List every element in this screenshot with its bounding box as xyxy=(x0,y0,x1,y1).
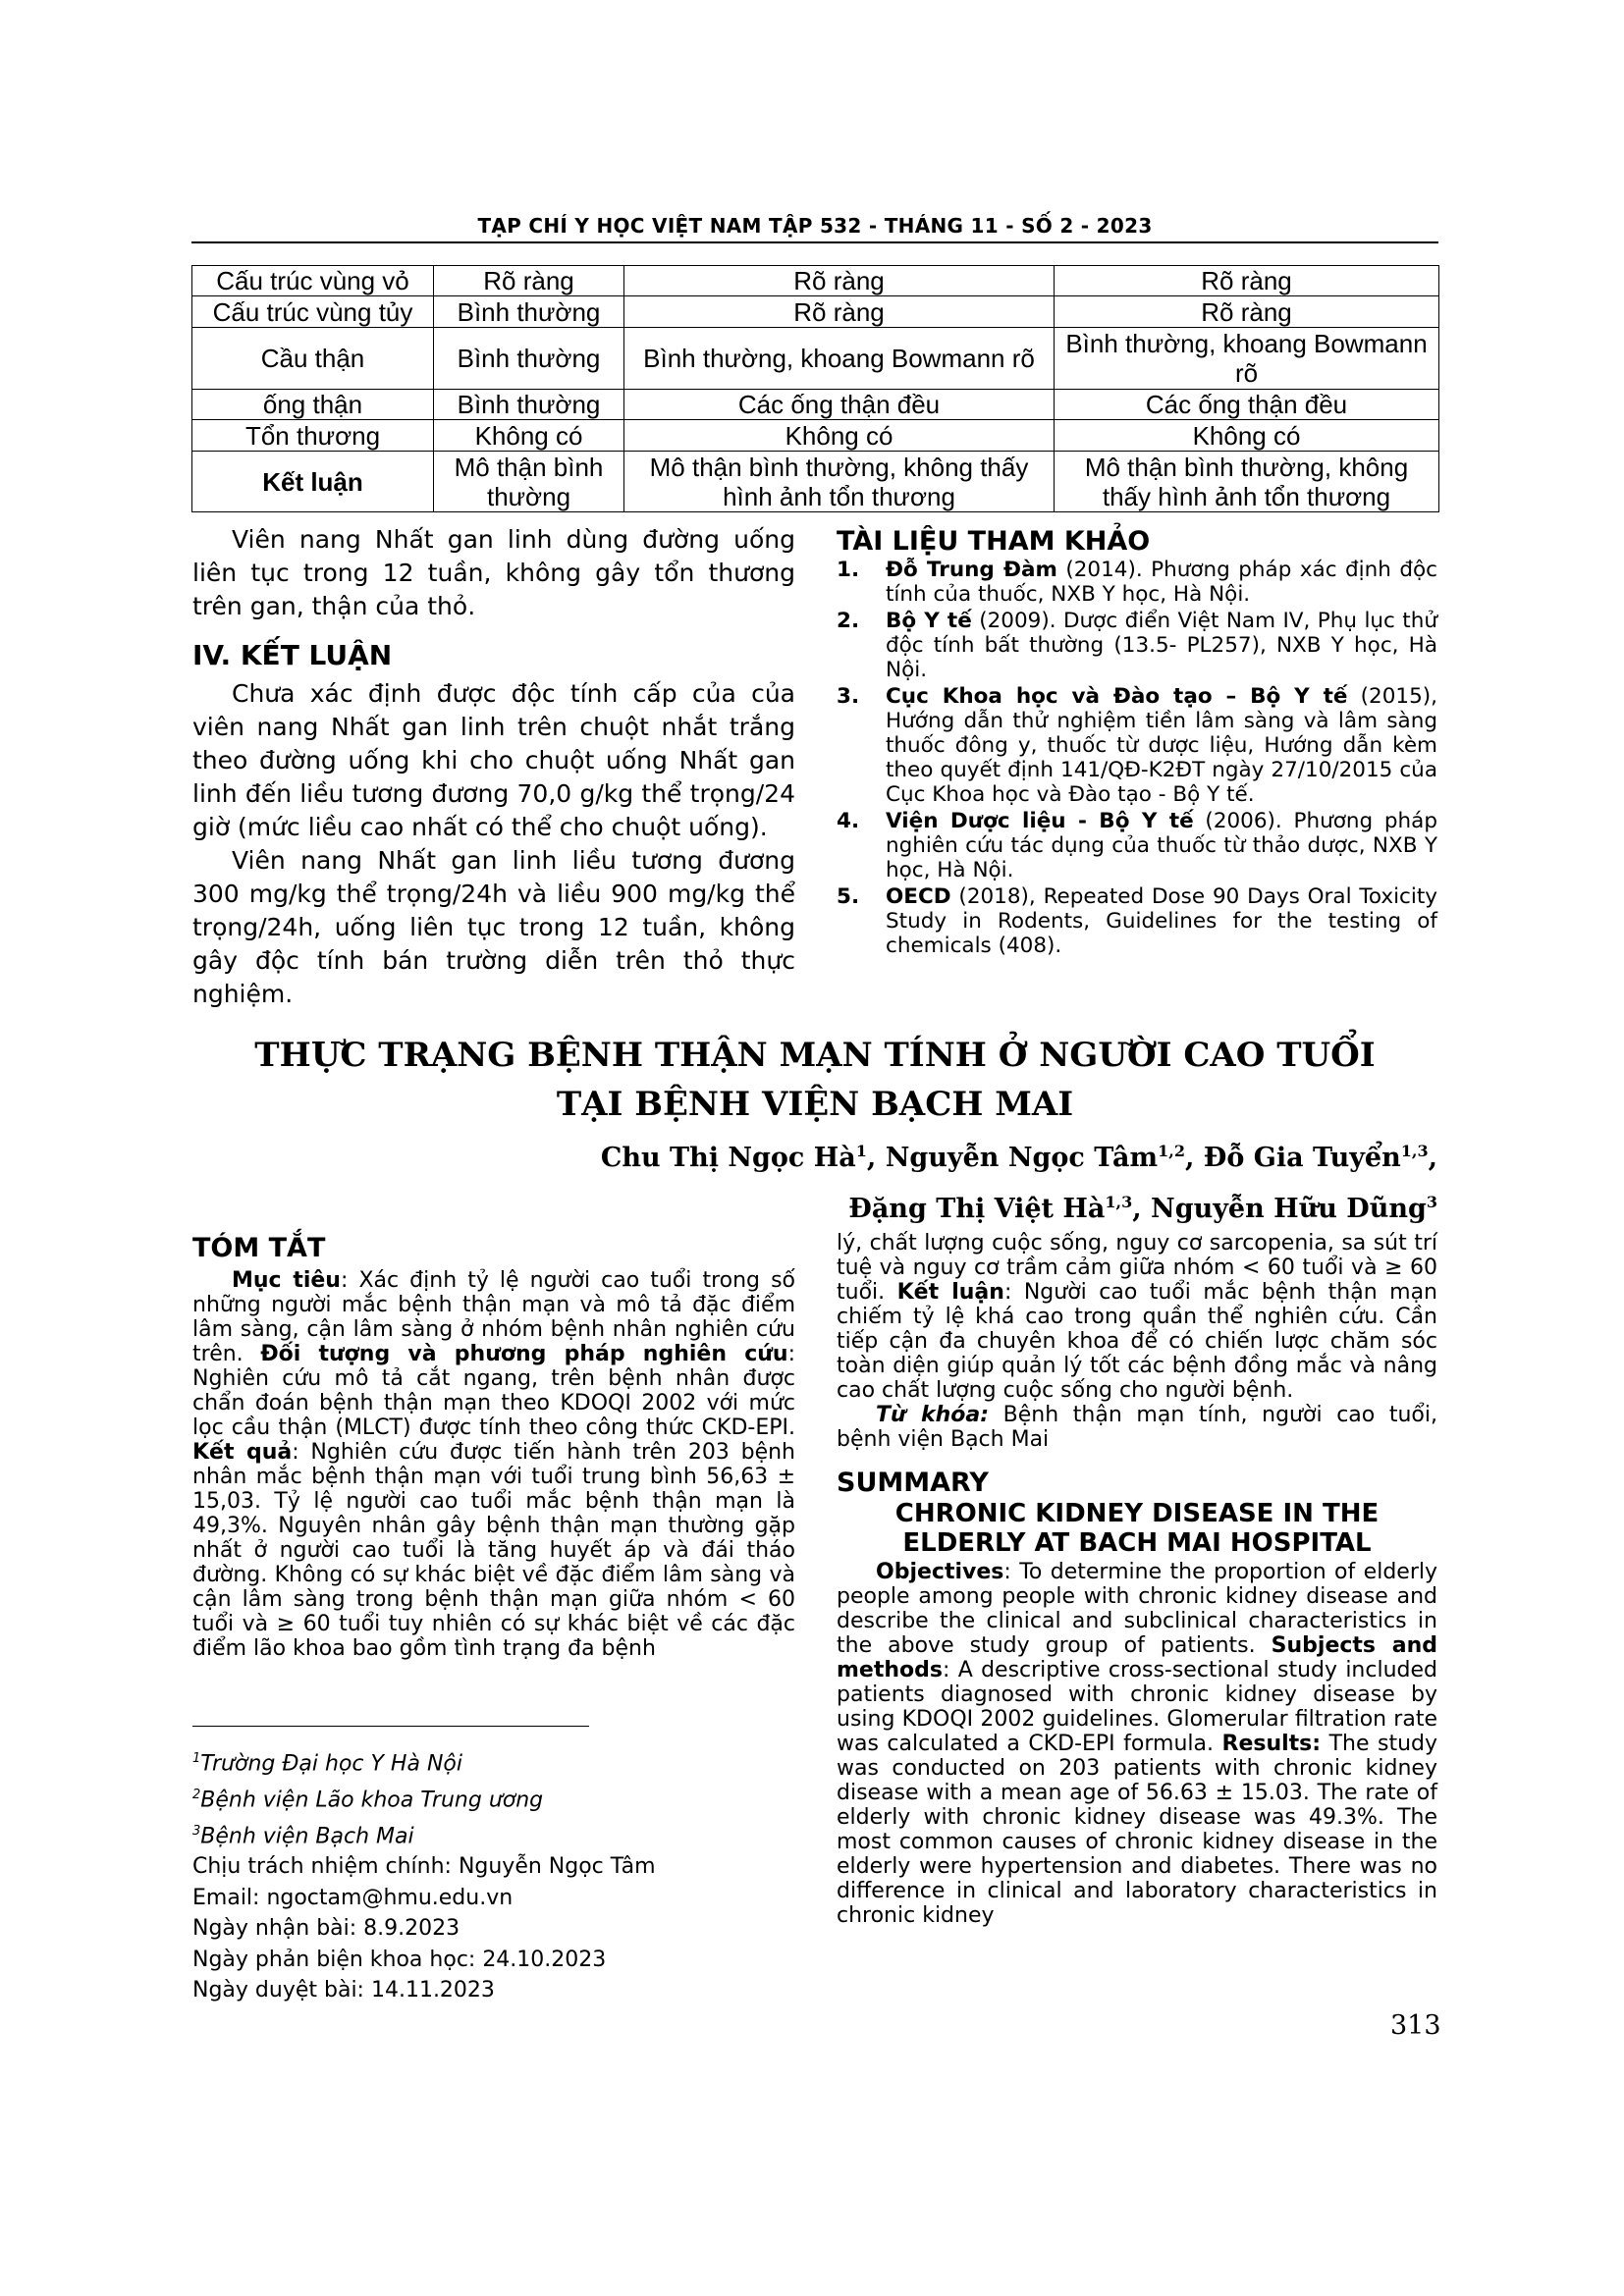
author-affiliation: 1,2 xyxy=(1158,1142,1185,1160)
reference-text: (2014). Phương pháp xác định độc tính của thuốc, NXB Y học, Hà Nội. xyxy=(886,558,1437,607)
article-title xyxy=(191,1031,1438,1129)
email-line: Email: ngoctam@hmu.edu.vn xyxy=(192,1885,514,1910)
table-row xyxy=(192,328,1439,390)
journal-header: TẠP CHÍ Y HỌC VIỆT NAM TẬP 532 - THÁNG 11 - SỐ 2 - 2023 xyxy=(477,214,1153,238)
reference-author: Cục Khoa học và Đào tạo – Bộ Y tế xyxy=(886,684,1348,709)
abstract-text: : Xác định tỷ lệ người cao tuổi trong số những người mắc bệnh thận mạn và mô tả đặc điểm lâm sàng, cận lâm sàng ở nhóm bệnh nhân nghiên cứu trên. xyxy=(192,1268,795,1366)
abstract-paragraph xyxy=(837,1231,1437,1403)
affiliation-footnote xyxy=(192,1743,742,1780)
reference-text: (2006). Phương pháp nghiên cứu tác dụng của thuốc từ thảo dược, NXB Y học, Hà Nội. xyxy=(886,809,1437,882)
reference-text: (2018), Repeated Dose 90 Days Oral Toxicity Study in Rodents, Guidelines for the testing of chemicals (408). xyxy=(886,884,1437,958)
article-title-line: TẠI BỆNH VIỆN BẠCH MAI xyxy=(556,1085,1074,1124)
affiliation-footnote xyxy=(192,1780,742,1816)
list-item xyxy=(837,558,1437,607)
table-cell: Mô thận bình thường xyxy=(434,452,624,512)
left-column-upper xyxy=(192,523,795,1011)
abstract-vi xyxy=(192,1233,795,1661)
table-cell: Rõ ràng xyxy=(624,266,1055,296)
table-cell: Mô thận bình thường, không thấy hình ảnh tổn thương xyxy=(1055,452,1439,512)
reference-number: 5. xyxy=(837,884,860,909)
footnote-rule xyxy=(192,1726,589,1727)
table-cell: Cấu trúc vùng vỏ xyxy=(192,266,434,296)
reference-author: Đỗ Trung Đàm xyxy=(886,558,1057,582)
body-paragraph: Viên nang Nhất gan linh dùng đường uống liên tục trong 12 tuần, không gây tổn thương trên gan, thận của thỏ. xyxy=(192,525,795,620)
body-paragraph: Chưa xác định được độc tính cấp của của viên nang Nhất gan linh trên chuột nhắt trắng theo đường uống khi cho chuột uống Nhất gan linh đến liều tương đương 70,0 g/kg thể trọng/24 giờ (mức liều cao nhất có thể cho chuột uống). xyxy=(192,679,795,841)
article-title-line: THỰC TRẠNG BỆNH THẬN MẠN TÍNH Ở NGƯỜI CAO TUỔI xyxy=(254,1036,1376,1075)
table-cell: Các ống thận đều xyxy=(1055,390,1439,420)
table-cell: Không có xyxy=(624,420,1055,452)
reference-text: (2009). Dược điển Việt Nam IV, Phụ lục thử độc tính bất thường (13.5- PL257), NXB Y học, Hà Nội. xyxy=(886,609,1437,682)
reference-list xyxy=(837,558,1437,958)
table-cell: Bình thường xyxy=(434,328,624,390)
table-cell: Bình thường, khoang Bowmann rõ xyxy=(624,328,1055,390)
summary-paragraph xyxy=(837,1560,1437,1928)
abstract-heading: TÓM TẮT xyxy=(192,1233,326,1263)
accepted-date: Ngày duyệt bài: 14.11.2023 xyxy=(192,1978,495,2003)
abstract-label: Đối tượng và phương pháp nghiên cứu xyxy=(260,1342,788,1366)
table-row xyxy=(192,452,1439,512)
affiliation-text: Bệnh viện Lão khoa Trung ương xyxy=(200,1788,544,1813)
review-date: Ngày phản biện khoa học: 24.10.2023 xyxy=(192,1947,607,1972)
summary-label: Objectives xyxy=(876,1560,1004,1584)
received-date: Ngày nhận bài: 8.9.2023 xyxy=(192,1916,460,1942)
keywords-paragraph xyxy=(837,1403,1437,1452)
reference-number: 1. xyxy=(837,558,860,582)
affiliation-text: Trường Đại học Y Hà Nội xyxy=(200,1751,462,1777)
table-cell: Các ống thận đều xyxy=(624,390,1055,420)
table-cell: Bình thường xyxy=(434,296,624,328)
header-rule xyxy=(191,241,1438,243)
references-section xyxy=(837,526,1437,960)
abstract-text: : Người cao tuổi mắc bệnh thận mạn chiếm tỷ lệ khá cao trong quần thể nghiên cứu. Cần tiếp cận đa chuyên khoa để có chiến lược chăm sóc toàn diện giúp quản lý tốt các bệnh đồng mắc và nâng cao chất lượng cuộc sống cho người bệnh. xyxy=(837,1280,1437,1403)
table-cell: Không có xyxy=(1055,420,1439,452)
author-name: Nguyễn Hữu Dũng xyxy=(1151,1194,1427,1224)
table-cell: Rõ ràng xyxy=(1055,296,1439,328)
table-cell: Cấu trúc vùng tủy xyxy=(192,296,434,328)
author-name: Đỗ Gia Tuyển xyxy=(1203,1143,1401,1173)
page-number: 313 xyxy=(1390,2010,1441,2041)
table-cell: Bình thường, khoang Bowmann rõ xyxy=(1055,328,1439,390)
footnote-marker: 1 xyxy=(192,1751,201,1766)
footnotes xyxy=(192,1743,742,2006)
table-cell: Rõ ràng xyxy=(624,296,1055,328)
summary-text: The study was conducted on 203 patients with chronic kidney disease with a mean age of 56.63 ± 15.03. The rate of elderly with chronic kidney disease was 49.3%. The most common causes of chronic kidney disease in the elderly were hypertension and diabetes. There was no difference in clinical and laboratory characteristics in chronic kidney xyxy=(837,1732,1438,1928)
table-cell: Tổn thương xyxy=(192,420,434,452)
reference-text: (2015), Hướng dẫn thử nghiệm tiền lâm sàng và lâm sàng thuốc đông y, thuốc từ dược liệu, Hướng dẫn kèm theo quyết định 141/QĐ-K2ĐT ngày 27/10/2015 của Cục Khoa học và Đào tạo - Bộ Y tế. xyxy=(886,684,1437,807)
reference-number: 2. xyxy=(837,609,860,633)
body-paragraph: Viên nang Nhất gan linh liều tương đương 300 mg/kg thể trọng/24h và liều 900 mg/kg thể trọng/24h, uống liên tục trong 12 tuần, không gây độc tính bán trường diễn trên thỏ thực nghiệm. xyxy=(192,846,795,1008)
table-cell: Bình thường xyxy=(434,390,624,420)
table-cell: Rõ ràng xyxy=(434,266,624,296)
table-row xyxy=(192,390,1439,420)
table-row xyxy=(192,296,1439,328)
table-cell: Kết luận xyxy=(192,452,434,512)
affiliation-footnote xyxy=(192,1816,742,1852)
abstract-text: : Nghiên cứu được tiến hành trên 203 bệnh nhân mắc bệnh thận mạn với tuổi trung bình 56,63 ± 15,03. Tỷ lệ người cao tuổi mắc bệnh thận mạn là 49,3%. Nguyên nhân gây bệnh thận mạn thường gặp nhất ở người cao tuổi là tăng huyết áp và đái tháo đường. Không có sự khác biệt về đặc điểm lâm sàng và cận lâm sàng trong bệnh thận mạn giữa nhóm < 60 tuổi và ≥ 60 tuổi tuy nhiên có sự khác biệt về các đặc điểm lão khoa bao gồm tình trạng đa bệnh xyxy=(192,1440,795,1661)
list-item xyxy=(837,684,1437,807)
affiliation-text: Bệnh viện Bạch Mai xyxy=(200,1823,414,1848)
abstract-label: Kết quả xyxy=(192,1440,293,1465)
abstract-text: : Nghiên cứu mô tả cắt ngang, trên bệnh nhân được chẩn đoán bệnh thận mạn theo KDOQI 2002 với mức lọc cầu thận (MLCT) được tính theo công thức CKD-EPI. xyxy=(192,1342,795,1440)
author-name: Nguyễn Ngọc Tâm xyxy=(885,1143,1159,1173)
abstract-text: lý, chất lượng cuộc sống, nguy cơ sarcopenia, sa sút trí tuệ và nguy cơ trầm cảm giữa nhóm < 60 tuổi và ≥ 60 tuổi. xyxy=(837,1231,1437,1305)
summary-heading: SUMMARY xyxy=(837,1468,989,1498)
reference-number: 4. xyxy=(837,809,860,833)
reference-author: OECD xyxy=(886,884,951,909)
references-heading: TÀI LIỆU THAM KHẢO xyxy=(837,526,1151,557)
summary-label: Results: xyxy=(1221,1732,1322,1756)
author-affiliation: 1,3 xyxy=(1400,1142,1429,1160)
keywords-label: Từ khóa: xyxy=(876,1403,990,1427)
summary-title-line: ELDERLY AT BACH MAI HOSPITAL xyxy=(902,1528,1372,1558)
abstract-continued xyxy=(837,1231,1437,1928)
author-name: Đặng Thị Việt Hà xyxy=(848,1194,1106,1224)
abstract-label: Kết luận xyxy=(896,1280,1004,1305)
table-cell: Không có xyxy=(434,420,624,452)
abstract-label: Mục tiêu xyxy=(232,1268,341,1293)
author-affiliation: 1 xyxy=(855,1142,867,1160)
section-heading-conclusion: IV. KẾT LUẬN xyxy=(192,639,393,671)
table-cell: Rõ ràng xyxy=(1055,266,1439,296)
table-cell: ống thận xyxy=(192,390,434,420)
abstract-paragraph xyxy=(192,1268,795,1661)
reference-author: Viện Dược liệu - Bộ Y tế xyxy=(886,809,1194,833)
footnote-marker: 2 xyxy=(192,1787,201,1802)
keywords-text: Bệnh thận mạn tính, người cao tuổi, bệnh viện Bạch Mai xyxy=(837,1403,1437,1452)
reference-number: 3. xyxy=(837,684,860,709)
table-row xyxy=(192,266,1439,296)
table-cell: Mô thận bình thường, không thấy hình ảnh tổn thương xyxy=(624,452,1055,512)
author-affiliation: 1,3 xyxy=(1105,1193,1133,1211)
list-item xyxy=(837,884,1437,958)
table-row xyxy=(192,420,1439,452)
author-name: Chu Thị Ngọc Hà xyxy=(600,1143,856,1173)
summary-text: : A descriptive cross-sectional study included patients diagnosed with chronic kidney disease by using KDOQI 2002 guidelines. Glomerular filtration rate was calculated a CKD-EPI formula. xyxy=(837,1658,1437,1756)
author-affiliation: 3 xyxy=(1426,1193,1437,1211)
reference-author: Bộ Y tế xyxy=(886,609,972,633)
results-table xyxy=(191,265,1439,512)
summary-text: : To determine the proportion of elderly people among people with chronic kidney disease and describe the clinical and subclinical characteristics in the above study group of patients. xyxy=(837,1560,1437,1658)
summary-title-line: CHRONIC KIDNEY DISEASE IN THE xyxy=(894,1499,1380,1528)
list-item xyxy=(837,809,1437,882)
list-item xyxy=(837,609,1437,682)
footnote-marker: 3 xyxy=(192,1823,201,1839)
table-cell: Cầu thận xyxy=(192,328,434,390)
author-list: Chu Thị Ngọc $Hà^1$, Nguyễn Ngọc Tâm$^{1,2}$, Đỗ Gia Tuyển$^{1,3}$, Đặng Thị Việt Hà$^{1,3}$, Nguyễn Hữu Dũng$^3$ xyxy=(600,1142,1437,1224)
summary-label: Subjects and methods xyxy=(837,1633,1437,1682)
corresponding-author: Chịu trách nhiệm chính: Nguyễn Ngọc Tâm xyxy=(192,1854,656,1880)
